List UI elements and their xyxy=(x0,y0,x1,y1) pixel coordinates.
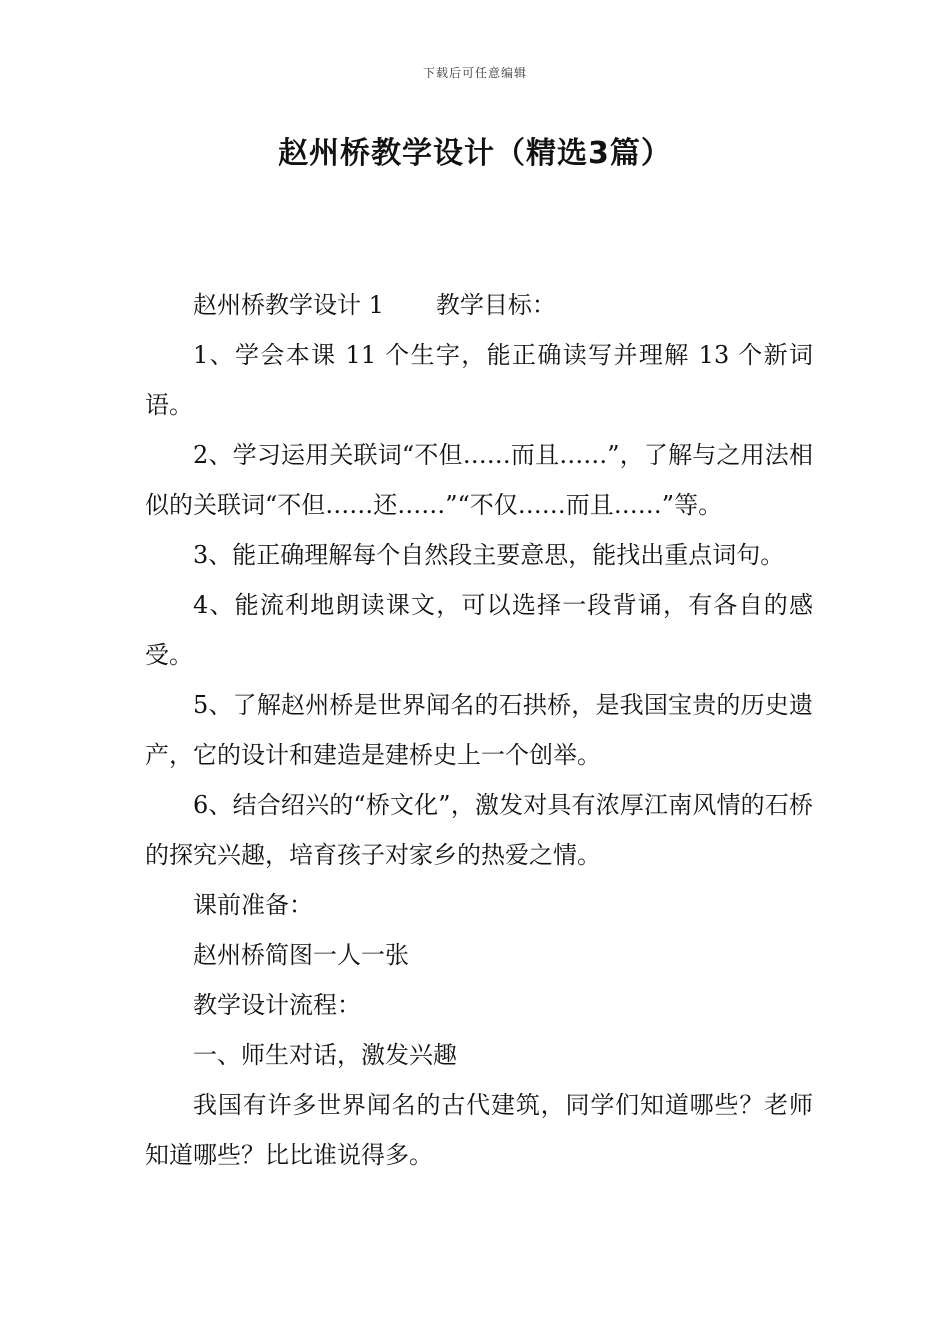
objective-2: 2、学习运用关联词“不但……而且……”，了解与之用法相似的关联词“不但……还……”“不仅……而且……”等。 xyxy=(145,441,813,519)
document-body xyxy=(145,280,813,1180)
objective-5: 5、了解赵州桥是世界闻名的石拱桥，是我国宝贵的历史遗产，它的设计和建造是建桥史上一个创举。 xyxy=(145,691,813,769)
objective-1: 1、学会本课 11 个生字，能正确读写并理解 13 个新词语。 xyxy=(145,341,813,419)
section-heading xyxy=(145,280,813,330)
section-name: 赵州桥教学设计 1 xyxy=(193,291,384,319)
flow-heading: 教学设计流程： xyxy=(193,991,361,1019)
section-label: 教学目标： xyxy=(435,291,556,319)
document-title: 赵州桥教学设计（精选3篇） xyxy=(278,136,672,171)
objective-4: 4、能流利地朗读课文，可以选择一段背诵，有各自的感受。 xyxy=(145,591,813,669)
step-1-text: 我国有许多世界闻名的古代建筑，同学们知道哪些？老师知道哪些？比比谁说得多。 xyxy=(145,1091,813,1169)
prep-heading: 课前准备： xyxy=(193,891,313,919)
objective-3: 3、能正确理解每个自然段主要意思，能找出重点词句。 xyxy=(193,541,785,569)
header-note: 下载后可任意编辑 xyxy=(422,66,527,80)
step-1-heading: 一、师生对话，激发兴趣 xyxy=(193,1041,457,1069)
objective-6: 6、结合绍兴的“桥文化”，激发对具有浓厚江南风情的石桥的探究兴趣，培育孩子对家乡的热爱之情。 xyxy=(145,791,813,869)
prep-item: 赵州桥简图一人一张 xyxy=(193,941,409,969)
